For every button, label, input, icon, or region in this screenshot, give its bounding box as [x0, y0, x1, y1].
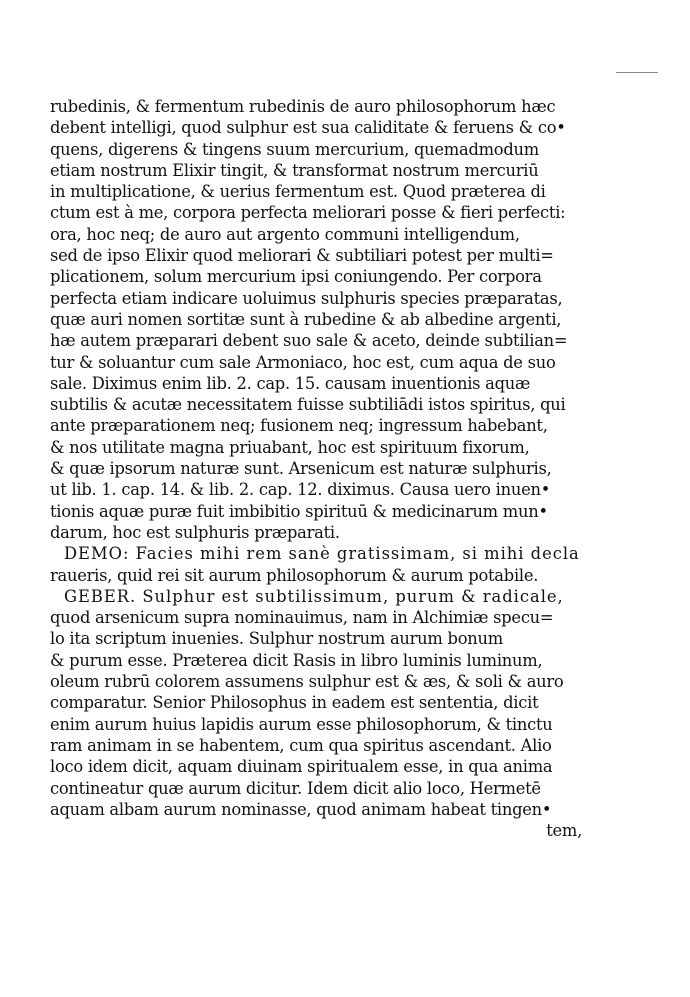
text-line: enim aurum huius lapidis aurum esse philosophorum, & tinctu	[50, 714, 553, 734]
text-line: ante præparationem neq; fusionem neq; ingressum habebant,	[50, 416, 548, 436]
text-line: & quæ ipsorum naturæ sunt. Arsenicum est naturæ sulphuris,	[50, 459, 552, 479]
text-line: sed de ipso Elixir quod meliorari & subtiliari potest per multi=	[50, 246, 554, 266]
demo-speech-line: DEMO: Facies mihi rem sanè gratissimam, si mihi decla	[64, 544, 580, 564]
text-line: tur & soluantur cum sale Armoniaco, hoc est, cum aqua de suo	[50, 352, 556, 372]
text-line: tionis aquæ puræ fuit imbibitio spirituū & medicinarum mun•	[50, 501, 548, 521]
geber-speech-line: GEBER. Sulphur est subtilissimum, purum & radicale,	[64, 586, 564, 606]
catchword: tem,	[546, 821, 582, 841]
text-line: in multiplicatione, & uerius fermentum est. Quod præterea di	[50, 182, 546, 202]
text-line: aquam albam aurum nominasse, quod animam habeat tingen•	[50, 799, 552, 819]
text-line: comparatur. Senior Philosophus in eadem est sententia, dicit	[50, 693, 539, 713]
text-line: quens, digerens & tingens suum mercurium, quemadmodum	[50, 139, 539, 159]
text-line: raueris, quid rei sit aurum philosophorum & aurum potabile.	[50, 565, 539, 585]
text-line: plicationem, solum mercurium ipsi coniungendo. Per corpora	[50, 267, 542, 287]
text-line: ctum est à me, corpora perfecta meliorari posse & fieri perfecti:	[50, 203, 566, 223]
text-line: quod arsenicum supra nominauimus, nam in Alchimiæ specu=	[50, 608, 554, 628]
text-line: ut lib. 1. cap. 14. & lib. 2. cap. 12. diximus. Causa uero inuen•	[50, 480, 551, 500]
text-line: subtilis & acutæ necessitatem fuisse subtiliādi istos spiritus, qui	[50, 395, 566, 415]
top-rule-line	[616, 72, 658, 73]
text-line: & nos utilitate magna priuabant, hoc est spirituum fixorum,	[50, 437, 530, 457]
text-line: ram animam in se habentem, cum qua spiritus ascendant. Alio	[50, 735, 552, 755]
text-line: & purum esse. Præterea dicit Rasis in libro luminis luminum,	[50, 650, 543, 670]
text-line: loco idem dicit, aquam diuinam spiritualem esse, in qua anima	[50, 757, 553, 777]
text-line: ora, hoc neq; de auro aut argento communi intelligendum,	[50, 224, 520, 244]
text-line: sale. Diximus enim lib. 2. cap. 15. causam inuentionis aquæ	[50, 373, 531, 393]
text-line: etiam nostrum Elixir tingit, & transformat nostrum mercuriū	[50, 160, 539, 180]
text-line: lo ita scriptum inuenies. Sulphur nostrum aurum bonum	[50, 629, 503, 649]
text-line: oleum rubrū colorem assumens sulphur est & æs, & soli & auro	[50, 672, 564, 692]
body-text	[50, 96, 590, 841]
text-line: contineatur quæ aurum dicitur. Idem dicit alio loco, Hermetē	[50, 778, 541, 798]
text-line: darum, hoc est sulphuris præparati.	[50, 522, 340, 542]
text-line: debent intelligi, quod sulphur est sua caliditate & feruens & co•	[50, 118, 566, 138]
text-line: quæ auri nomen sortitæ sunt à rubedine & ab albedine argenti,	[50, 309, 562, 329]
text-line: hæ autem præparari debent suo sale & aceto, deinde subtilian=	[50, 331, 568, 351]
text-line: rubedinis, & fermentum rubedinis de auro philosophorum hæc	[50, 97, 556, 116]
text-line: perfecta etiam indicare uoluimus sulphuris species præparatas,	[50, 288, 563, 308]
